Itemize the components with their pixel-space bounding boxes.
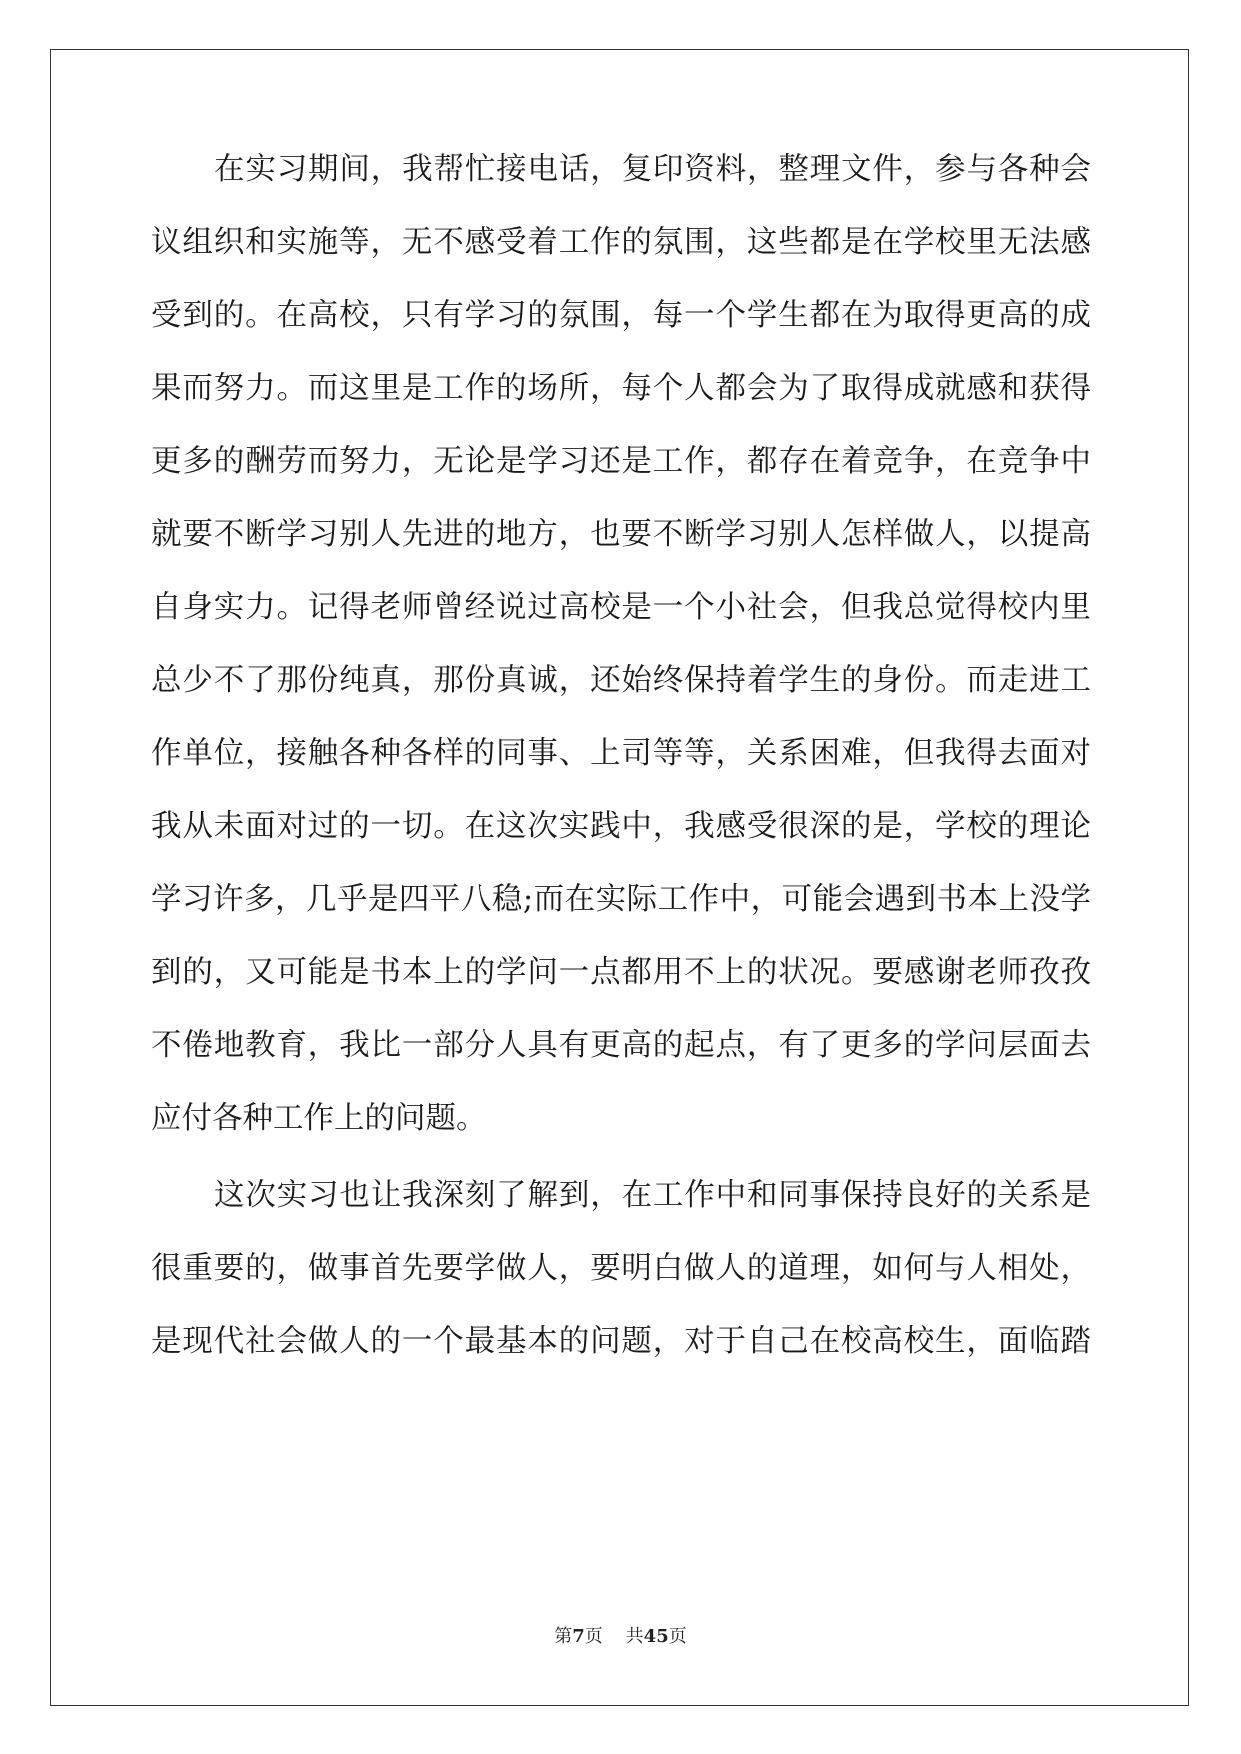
paragraph-1-line-10: 我从未面对过的一切。在这次实践中，我感受很深的是，学校的理论 (151, 809, 1091, 844)
paragraph-1-line-5: 更多的酬劳而努力，无论是学习还是工作，都存在着竞争，在竞争中 (151, 444, 1091, 479)
footer-page-prefix: 第 (554, 1626, 573, 1647)
paragraph-1-line-4: 果而努力。而这里是工作的场所，每个人都会为了取得成就感和获得 (151, 371, 1091, 406)
paragraph-1-line-8: 总少不了那份纯真，那份真诚，还始终保持着学生的身份。而走进工 (151, 663, 1091, 698)
page-footer (0, 1622, 1241, 1652)
paragraph-1-line-1: 在实习期间，我帮忙接电话，复印资料，整理文件，参与各种会 (214, 152, 1091, 187)
paragraph-1-line-12: 到的，又可能是书本上的学问一点都用不上的状况。要感谢老师孜孜 (151, 955, 1091, 990)
paragraph-1-line-3: 受到的。在高校，只有学习的氛围，每一个学生都在为取得更高的成 (151, 298, 1091, 333)
paragraph-1-line-2: 议组织和实施等，无不感受着工作的氛围，这些都是在学校里无法感 (151, 225, 1091, 260)
paragraph-2-line-2: 很重要的，做事首先要学做人，要明白做人的道理，如何与人相处， (151, 1251, 1091, 1286)
paragraph-1-line-6: 就要不断学习别人先进的地方，也要不断学习别人怎样做人，以提高 (151, 517, 1091, 552)
paragraph-2-line-3: 是现代社会做人的一个最基本的问题，对于自己在校高校生，面临踏 (151, 1324, 1091, 1359)
paragraph-1-line-13: 不倦地教育，我比一部分人具有更高的起点，有了更多的学问层面去 (151, 1028, 1091, 1063)
footer-current-page: 7 (572, 1626, 585, 1647)
paragraph-1-line-14: 应付各种工作上的问题。 (151, 1101, 487, 1136)
paragraph-1-line-11: 学习许多，几乎是四平八稳;而在实际工作中，可能会遇到书本上没学 (151, 882, 1091, 917)
paragraph-1-line-9: 作单位，接触各种各样的同事、上司等等，关系困难，但我得去面对 (151, 736, 1091, 771)
footer-total-prefix: 共 (625, 1626, 644, 1647)
paragraph-1-line-7: 自身实力。记得老师曾经说过高校是一个小社会，但我总觉得校内里 (151, 590, 1091, 625)
footer-page-suffix: 页 (584, 1626, 603, 1647)
footer-total-pages: 45 (643, 1626, 669, 1647)
paragraph-2-line-1: 这次实习也让我深刻了解到，在工作中和同事保持良好的关系是 (214, 1178, 1091, 1213)
footer-total-suffix: 页 (668, 1626, 687, 1647)
